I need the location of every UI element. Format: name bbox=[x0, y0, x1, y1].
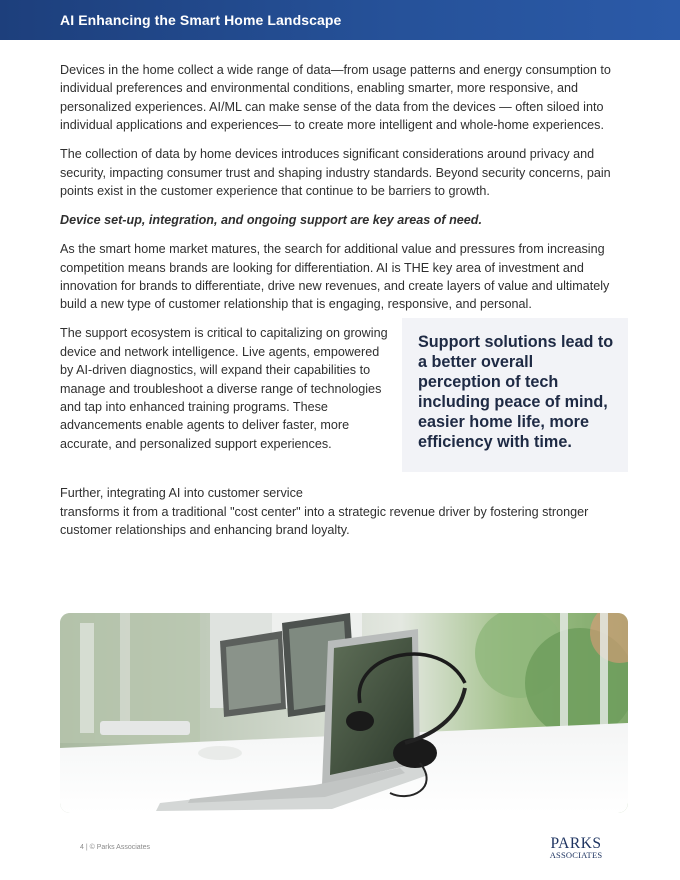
callout-box bbox=[402, 318, 628, 472]
logo-wordmark-top: PARKS bbox=[550, 835, 602, 852]
office-headset-laptop-photo bbox=[60, 613, 628, 813]
key-needs-statement: Device set-up, integration, and ongoing support are key areas of need. bbox=[60, 212, 482, 227]
footer-page-label: 4 | © Parks Associates bbox=[80, 844, 151, 851]
paragraph-differentiation: As the smart home market matures, the search for additional value and pressures from increasing competition means brands are looking for differentiation. AI is THE key area of investment and innovation for brands to differentiate, drive new revenues, and create layers of value and ultimately build a new type of customer relationship that is engaging, responsive, and personal. bbox=[60, 242, 610, 312]
page-header bbox=[0, 0, 680, 40]
paragraph-support-ecosystem: The support ecosystem is critical to capitalizing on growing device and network intelligence. Live agents, empowered by AI-driven diagnostics, will expand their capabilities to manage and troubleshoot a diverse range of technologies and tap into enhanced training programs. These advancements enable agents to deliver faster, more accurate, and personalized support experiences. bbox=[60, 326, 388, 451]
photo-illustration bbox=[60, 613, 628, 813]
callout-text: Support solutions lead to a better overall perception of tech including peace of mind, easier home life, more efficiency with time. bbox=[418, 333, 614, 452]
paragraph-data-collection: Devices in the home collect a wide range of data—from usage patterns and energy consumption to individual preferences and environmental conditions, enabling smarter, more responsive, and personalized experiences. AI/ML can make sense of the data from the devices — often siloed into individual applications and experiences— to create more intelligent and whole-home experiences. bbox=[60, 63, 611, 133]
paragraph-revenue-driver-rest: transforms it from a traditional "cost center" into a strategic revenue driver by fostering stronger customer relationships and enhancing brand loyalty. bbox=[60, 504, 589, 538]
page-title: AI Enhancing the Smart Home Landscape bbox=[60, 12, 342, 28]
paragraph-revenue-driver-line1: Further, integrating AI into customer service bbox=[60, 486, 303, 501]
document-body bbox=[60, 61, 628, 540]
paragraph-privacy: The collection of data by home devices introduces significant considerations around privacy and security, impacting consumer trust and shaping industry standards. Beyond security concerns, pain points exist in the customer experience that continue to be barriers to growth. bbox=[60, 147, 611, 198]
paragraph-revenue-driver bbox=[60, 484, 628, 539]
logo-wordmark-bottom: ASSOCIATES bbox=[549, 850, 603, 860]
support-section bbox=[60, 324, 628, 476]
parks-associates-logo bbox=[548, 836, 604, 860]
